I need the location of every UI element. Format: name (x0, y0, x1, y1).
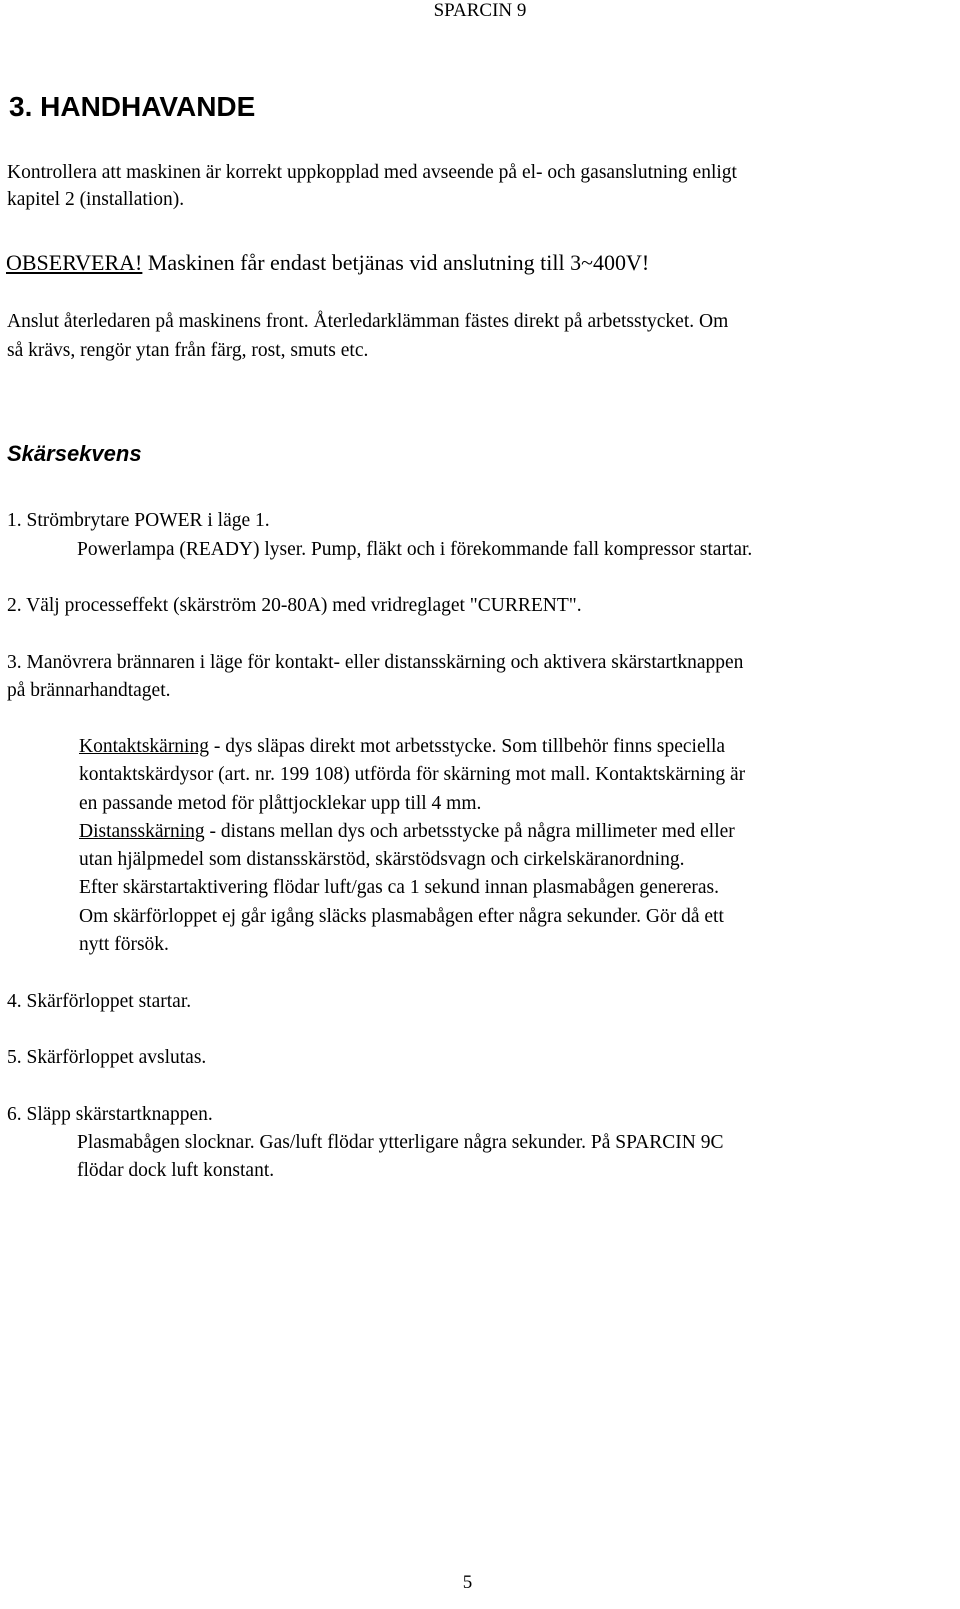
note-line-1: Anslut återledaren på maskinens front. Återledarklämman fästes direkt på arbetsstycket. Om (7, 311, 729, 332)
contact-line-2: kontaktskärdysor (art. nr. 199 108) utförda för skärning mot mall. Kontaktskärning är (79, 764, 746, 785)
after-line-3: nytt försök. (79, 934, 169, 955)
contact-label: Kontaktskärning (79, 736, 209, 757)
after-line-2: Om skärförloppet ej går igång släcks plasmabågen efter några sekunder. Gör då ett (79, 906, 724, 927)
contact-text: - dys släpas direkt mot arbetsstycke. Som tillbehör finns speciella (208, 736, 726, 757)
section-heading: 3. HANDHAVANDE (9, 91, 256, 122)
intro-line-1: Kontrollera att maskinen är korrekt uppkopplad med avseende på el- och gasanslutning enligt (7, 162, 737, 183)
running-header: SPARCIN 9 (433, 0, 527, 21)
after-line-1: Efter skärstartaktivering flödar luft/gas ca 1 sekund innan plasmabågen genereras. (79, 877, 720, 898)
warning-text: Maskinen får endast betjänas vid anslutning till 3~400V! (142, 250, 650, 275)
step-1-line-2: Powerlampa (READY) lyser. Pump, fläkt och i förekommande fall kompressor startar. (77, 539, 753, 560)
distance-text: - distans mellan dys och arbetsstycke på några millimeter med eller (204, 821, 735, 842)
distance-label: Distansskärning (79, 821, 205, 842)
step-1-line-1: 1. Strömbrytare POWER i läge 1. (7, 510, 270, 531)
warning-line (6, 249, 649, 277)
distance-line-1 (79, 820, 735, 844)
step-6-line-3: flödar dock luft konstant. (77, 1160, 275, 1181)
contact-line-1 (79, 735, 725, 759)
step-4: 4. Skärförloppet startar. (7, 991, 192, 1012)
intro-line-2: kapitel 2 (installation). (7, 189, 185, 210)
sequence-heading: Skärsekvens (7, 441, 142, 466)
warning-label: OBSERVERA! (6, 250, 143, 275)
page-number: 5 (462, 1572, 473, 1593)
step-3-line-1: 3. Manövrera brännaren i läge för kontakt- eller distansskärning och aktivera skärstartknappen (7, 652, 744, 673)
distance-line-2: utan hjälpmedel som distansskärstöd, skärstödsvagn och cirkelskäranordning. (79, 849, 685, 870)
note-line-2: så krävs, rengör ytan från färg, rost, smuts etc. (7, 340, 369, 361)
step-3-line-2: på brännarhandtaget. (7, 680, 171, 701)
step-6-line-1: 6. Släpp skärstartknappen. (7, 1104, 213, 1125)
step-2: 2. Välj processeffekt (skärström 20-80A) med vridreglaget "CURRENT". (7, 595, 582, 616)
step-5: 5. Skärförloppet avslutas. (7, 1047, 207, 1068)
step-6-line-2: Plasmabågen slocknar. Gas/luft flödar ytterligare några sekunder. På SPARCIN 9C (77, 1132, 724, 1153)
contact-line-3: en passande metod för plåttjocklekar upp till 4 mm. (79, 793, 482, 814)
